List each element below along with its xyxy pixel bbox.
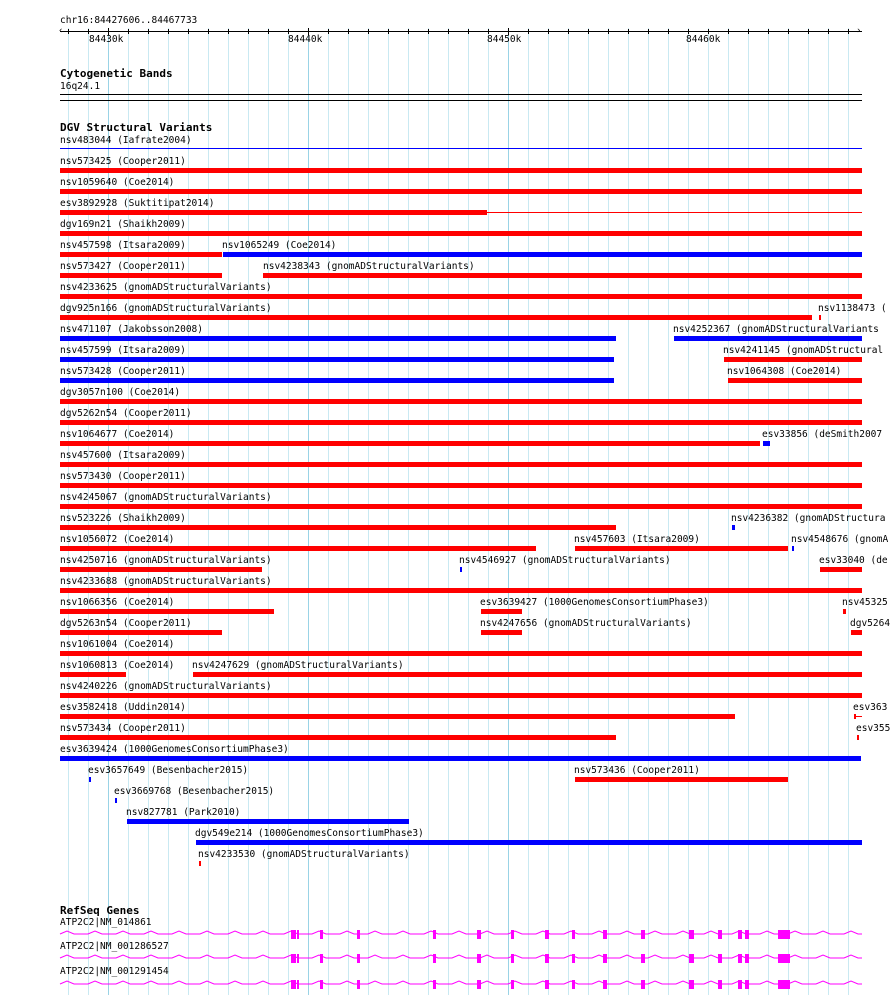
ruler-tick (568, 29, 569, 34)
transcript-model[interactable] (0, 977, 890, 991)
exon (357, 980, 360, 989)
grid-line (828, 28, 829, 995)
ruler-tick (188, 29, 189, 34)
exon (718, 954, 722, 963)
exon (689, 930, 694, 939)
ruler-tick (648, 29, 649, 34)
ruler-tick (328, 29, 329, 34)
ruler-tick (728, 29, 729, 34)
variant-label[interactable]: nsv4233688 (gnomADStructuralVariants) (60, 576, 272, 587)
exon (545, 980, 549, 989)
variant-label[interactable]: nsv4233530 (gnomADStructuralVariants) (198, 849, 410, 860)
variant-bar[interactable] (724, 357, 862, 362)
grid-line (808, 28, 809, 995)
variant-bar[interactable] (60, 148, 862, 149)
variant-bar[interactable] (60, 588, 862, 593)
variant-bar[interactable] (60, 336, 616, 341)
grid-line (708, 28, 709, 995)
ruler-left-arrow-icon: ‹ (58, 26, 64, 36)
ruler-tick (68, 29, 69, 34)
exon (641, 980, 645, 989)
variant-bar[interactable] (60, 315, 812, 320)
variant-bar[interactable] (60, 525, 616, 530)
variant-bar[interactable] (460, 567, 462, 572)
ruler-tick (248, 29, 249, 34)
variant-label[interactable]: nsv45325 (842, 597, 888, 608)
variant-bar[interactable] (60, 714, 735, 719)
variant-label[interactable]: esv33040 (de (819, 555, 888, 566)
ruler-tick (608, 29, 609, 34)
variant-label[interactable]: nsv573425 (Cooper2011) (60, 156, 186, 167)
variant-label[interactable]: esv3639427 (1000GenomesConsortiumPhase3) (480, 597, 709, 608)
variant-label[interactable]: nsv1060813 (Coe2014) (60, 660, 175, 671)
variant-label[interactable]: nsv573427 (Cooper2011) (60, 261, 186, 272)
variant-bar[interactable] (60, 630, 222, 635)
variant-bar[interactable] (60, 756, 861, 761)
variant-bar[interactable] (60, 231, 862, 236)
ruler-tick (468, 29, 469, 34)
exon (641, 954, 645, 963)
coordinate-label: chr16:84427606..84467733 (60, 15, 198, 26)
exon (745, 980, 749, 989)
variant-label[interactable]: nsv523226 (Shaikh2009) (60, 513, 186, 524)
ruler-tick (148, 29, 149, 34)
transcript-model[interactable] (0, 951, 890, 965)
ruler-tick (368, 29, 369, 34)
exon (718, 930, 722, 939)
variant-bar[interactable] (763, 441, 770, 446)
variant-bar[interactable] (115, 798, 117, 803)
grid-line (608, 28, 609, 995)
exon (603, 954, 607, 963)
variant-bar[interactable] (60, 693, 862, 698)
ruler-tick (848, 29, 849, 34)
exon (778, 954, 790, 963)
dgv-track-title: DGV Structural Variants (60, 121, 213, 134)
grid-line (728, 28, 729, 995)
exon (320, 930, 323, 939)
exon (738, 980, 742, 989)
variant-label[interactable]: nsv1061004 (Coe2014) (60, 639, 175, 650)
variant-label[interactable]: esv3582418 (Uddin2014) (60, 702, 186, 713)
variant-bar[interactable] (60, 189, 862, 194)
transcript-label[interactable]: ATP2C2|NM_001291454 (60, 966, 169, 977)
exon (745, 930, 749, 939)
variant-bar[interactable] (60, 441, 760, 446)
variant-bar[interactable] (481, 630, 522, 635)
ruler-tick (228, 29, 229, 34)
variant-bar[interactable] (60, 504, 862, 509)
variant-label[interactable]: nsv457600 (Itsara2009) (60, 450, 186, 461)
exon (291, 954, 296, 963)
variant-label[interactable]: esv3639424 (1000GenomesConsortiumPhase3) (60, 744, 289, 755)
variant-label[interactable]: nsv573428 (Cooper2011) (60, 366, 186, 377)
variant-bar[interactable] (857, 735, 859, 740)
ruler-tick (408, 29, 409, 34)
exon (291, 980, 296, 989)
grid-line (668, 28, 669, 995)
variant-label[interactable]: dgv5262n54 (Cooper2011) (60, 408, 192, 419)
exon (778, 930, 790, 939)
exon (778, 980, 790, 989)
grid-line (448, 28, 449, 995)
variant-label[interactable]: nsv4546927 (gnomADStructuralVariants) (459, 555, 671, 566)
grid-line (508, 28, 509, 995)
exon (477, 980, 481, 989)
variant-bar[interactable] (263, 273, 862, 278)
variant-bar[interactable] (60, 168, 862, 173)
ruler-tick (448, 29, 449, 34)
ruler-tick (668, 29, 669, 34)
variant-label[interactable]: nsv457598 (Itsara2009) (60, 240, 186, 251)
ruler-tick-label: 84450k (487, 34, 522, 45)
variant-label[interactable]: nsv573434 (Cooper2011) (60, 723, 186, 734)
exon (291, 930, 296, 939)
variant-label[interactable]: esv363 (853, 702, 888, 713)
exon (689, 954, 694, 963)
variant-bar[interactable] (60, 609, 274, 614)
variant-bar[interactable] (674, 336, 862, 341)
variant-label[interactable]: nsv573430 (Cooper2011) (60, 471, 186, 482)
ruler-tick (528, 29, 529, 34)
grid-line (748, 28, 749, 995)
grid-line (128, 28, 129, 995)
exon (433, 930, 436, 939)
variant-label[interactable]: dgv5264 (850, 618, 890, 629)
grid-line (588, 28, 589, 995)
ruler-tick (828, 29, 829, 34)
variant-bar[interactable] (60, 252, 222, 257)
exon (718, 980, 722, 989)
exon (477, 930, 481, 939)
variant-bar[interactable] (60, 273, 222, 278)
variant-label[interactable]: nsv1066356 (Coe2014) (60, 597, 175, 608)
variant-bar[interactable] (851, 630, 862, 635)
grid-line (528, 28, 529, 995)
ruler-axis (60, 31, 862, 32)
variant-label[interactable]: nsv4233625 (gnomADStructuralVariants) (60, 282, 272, 293)
variant-label[interactable]: nsv4241145 (gnomADStructural (723, 345, 884, 356)
grid-line (648, 28, 649, 995)
grid-line (488, 28, 489, 995)
variant-label[interactable]: dgv3057n100 (Coe2014) (60, 387, 181, 398)
ruler-tick (808, 29, 809, 34)
ruler-tick (788, 29, 789, 34)
ruler-tick-label: 84440k (288, 34, 323, 45)
variant-bar[interactable] (60, 483, 862, 488)
ruler-tick (208, 29, 209, 34)
variant-bar[interactable] (575, 777, 788, 782)
variant-bar[interactable] (60, 420, 862, 425)
variant-label[interactable]: nsv483044 (Iafrate2004) (60, 135, 192, 146)
grid-line (788, 28, 789, 995)
variant-label[interactable]: nsv1056072 (Coe2014) (60, 534, 175, 545)
ruler-tick (268, 29, 269, 34)
variant-bar[interactable] (60, 567, 262, 572)
grid-line (88, 28, 89, 995)
variant-label[interactable]: esv3669768 (Besenbacher2015) (114, 786, 275, 797)
variant-bar[interactable] (60, 651, 862, 656)
cytoband-bar-bottom[interactable] (60, 100, 862, 101)
variant-bar[interactable] (843, 609, 846, 614)
variant-label[interactable]: esv3657649 (Besenbacher2015) (88, 765, 249, 776)
variant-label[interactable]: dgv5263n54 (Cooper2011) (60, 618, 192, 629)
cytoband-track-title: Cytogenetic Bands (60, 67, 173, 80)
exon (689, 980, 694, 989)
variant-bar[interactable] (60, 672, 126, 677)
exon (433, 980, 436, 989)
exon (641, 930, 645, 939)
variant-bar[interactable] (223, 252, 862, 257)
variant-bar[interactable] (60, 735, 616, 740)
grid-line (768, 28, 769, 995)
exon (320, 980, 323, 989)
ruler-tick (388, 29, 389, 34)
variant-bar[interactable] (196, 840, 862, 845)
variant-bar[interactable] (575, 546, 788, 551)
exon (738, 954, 742, 963)
variant-label[interactable]: nsv4548676 (gnomA (791, 534, 889, 545)
variant-label[interactable]: esv33856 (deSmith2007 (762, 429, 883, 440)
variant-bar[interactable] (89, 777, 91, 782)
variant-label[interactable]: nsv457603 (Itsara2009) (574, 534, 700, 545)
ruler-tick-label: 84430k (89, 34, 124, 45)
ruler-right-arrow-icon: › (856, 26, 862, 36)
variant-label[interactable]: nsv457599 (Itsara2009) (60, 345, 186, 356)
grid-line (148, 28, 149, 995)
variant-label[interactable]: esv3892928 (Suktitipat2014) (60, 198, 215, 209)
variant-bar[interactable] (193, 672, 862, 677)
variant-bar[interactable] (127, 819, 409, 824)
ruler-tick (168, 29, 169, 34)
variant-label[interactable]: nsv4247656 (gnomADStructuralVariants) (480, 618, 692, 629)
variant-label[interactable]: dgv925n166 (gnomADStructuralVariants) (60, 303, 272, 314)
variant-label[interactable]: esv355 (856, 723, 890, 734)
variant-label[interactable]: nsv4250716 (gnomADStructuralVariants) (60, 555, 272, 566)
variant-label[interactable]: nsv4236382 (gnomADStructura (731, 513, 886, 524)
variant-label[interactable]: nsv4238343 (gnomADStructuralVariants) (263, 261, 475, 272)
exon (297, 954, 299, 963)
exon (357, 954, 360, 963)
cytoband-label: 16q24.1 (60, 81, 101, 92)
variant-bar[interactable] (728, 378, 862, 383)
variant-label[interactable]: nsv1064677 (Coe2014) (60, 429, 175, 440)
ruler-tick (348, 29, 349, 34)
exon (603, 980, 607, 989)
exon (572, 930, 575, 939)
grid-line (68, 28, 69, 995)
cytoband-bar-top[interactable] (60, 94, 862, 95)
variant-label[interactable]: dgv549e214 (1000GenomesConsortiumPhase3) (195, 828, 424, 839)
variant-label[interactable]: nsv4240226 (gnomADStructuralVariants) (60, 681, 272, 692)
variant-label[interactable]: nsv4247629 (gnomADStructuralVariants) (192, 660, 404, 671)
grid-line (568, 28, 569, 995)
variant-bar[interactable] (60, 399, 862, 404)
variant-bar-tail[interactable] (487, 212, 862, 213)
exon (433, 954, 436, 963)
variant-bar[interactable] (732, 525, 735, 530)
exon (545, 954, 549, 963)
variant-bar[interactable] (819, 315, 821, 320)
grid-line (108, 28, 109, 995)
exon (603, 930, 607, 939)
exon (477, 954, 481, 963)
variant-bar[interactable] (60, 462, 862, 467)
grid-line (188, 28, 189, 995)
ruler-tick (628, 29, 629, 34)
variant-label[interactable]: nsv471107 (Jakobsson2008) (60, 324, 203, 335)
variant-bar-cap[interactable] (854, 714, 856, 719)
variant-label[interactable]: nsv1138473 ( (818, 303, 887, 314)
variant-bar[interactable] (60, 294, 862, 299)
grid-line (548, 28, 549, 995)
exon (572, 954, 575, 963)
ruler-tick (768, 29, 769, 34)
variant-bar[interactable] (60, 357, 614, 362)
variant-label[interactable]: dgv169n21 (Shaikh2009) (60, 219, 186, 230)
variant-bar[interactable] (820, 567, 862, 572)
exon (745, 954, 749, 963)
variant-bar[interactable] (481, 609, 522, 614)
variant-bar[interactable] (60, 378, 614, 383)
variant-label[interactable]: nsv1065249 (Coe2014) (222, 240, 337, 251)
exon (320, 954, 323, 963)
exon (545, 930, 549, 939)
grid-line (468, 28, 469, 995)
ruler-tick (548, 29, 549, 34)
ruler-tick-label: 84460k (686, 34, 721, 45)
variant-bar[interactable] (60, 546, 536, 551)
transcript-label[interactable]: ATP2C2|NM_014861 (60, 917, 152, 928)
variant-bar[interactable] (199, 861, 201, 866)
ruler-tick (748, 29, 749, 34)
variant-label[interactable]: nsv827781 (Park2010) (126, 807, 241, 818)
transcript-label[interactable]: ATP2C2|NM_001286527 (60, 941, 169, 952)
exon (572, 980, 575, 989)
exon (511, 930, 514, 939)
exon (357, 930, 360, 939)
exon (738, 930, 742, 939)
refseq-track-title: RefSeq Genes (60, 904, 140, 917)
exon (511, 954, 514, 963)
grid-line (168, 28, 169, 995)
grid-line (428, 28, 429, 995)
ruler-tick (588, 29, 589, 34)
variant-label[interactable]: nsv4252367 (gnomADStructuralVariants (673, 324, 879, 335)
grid-line (688, 28, 689, 995)
variant-bar[interactable] (60, 210, 487, 215)
ruler-tick (128, 29, 129, 34)
exon (511, 980, 514, 989)
variant-label[interactable]: nsv573436 (Cooper2011) (574, 765, 700, 776)
variant-label[interactable]: nsv4245067 (gnomADStructuralVariants) (60, 492, 272, 503)
grid-line (848, 28, 849, 995)
variant-label[interactable]: nsv1064308 (Coe2014) (727, 366, 842, 377)
exon (297, 930, 299, 939)
transcript-model[interactable] (0, 927, 890, 941)
variant-bar[interactable] (792, 546, 794, 551)
ruler-tick (428, 29, 429, 34)
exon (297, 980, 299, 989)
grid-line (628, 28, 629, 995)
variant-label[interactable]: nsv1059640 (Coe2014) (60, 177, 175, 188)
